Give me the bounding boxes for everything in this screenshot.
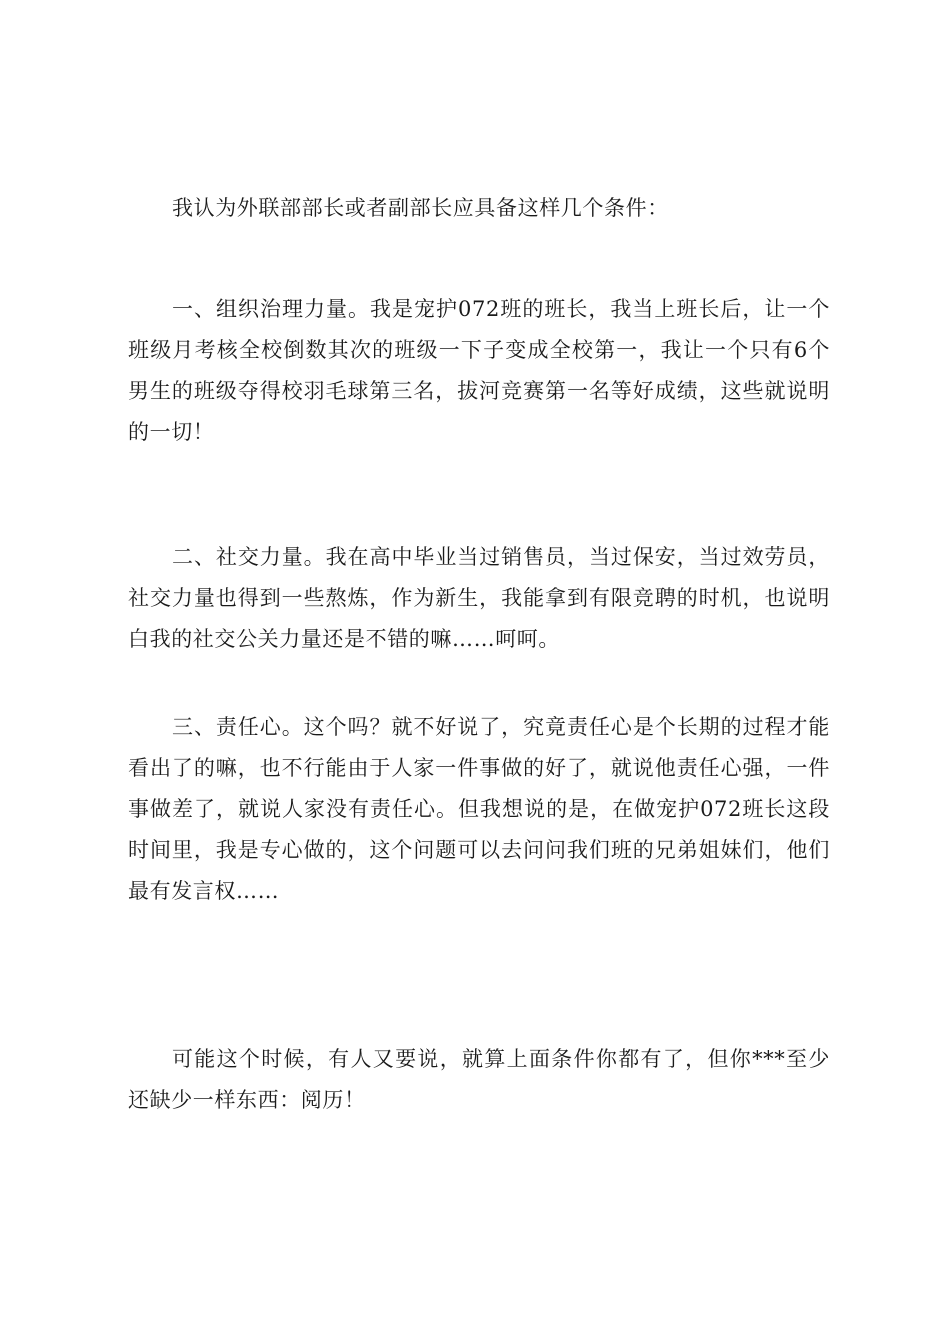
condition-social-paragraph: 二、社交力量。我在高中毕业当过销售员，当过保安，当过效劳员，社交力量也得到一些熬炼，作为新生，我能拿到有限竞聘的时机，也说明白我的社交公关力量还是不错的嘛……呵呵。 xyxy=(128,545,830,651)
intro-paragraph: 我认为外联部部长或者副部长应具备这样几个条件： xyxy=(172,196,669,220)
condition-responsibility-paragraph: 三、责任心。这个吗？就不好说了，究竟责任心是个长期的过程才能看出了的嘛，也不行能由于人家一件事做的好了，就说他责任心强，一件事做差了，就说人家没有责任心。但我想说的是，在做宠护072班长这段时间里，我是专心做的，这个问题可以去问问我们班的兄弟姐妹们，他们最有发言权…… xyxy=(128,715,830,903)
condition-organization-paragraph: 一、组织治理力量。我是宠护072班的班长，我当上班长后，让一个班级月考核全校倒数其次的班级一下子变成全校第一，我让一个只有6个男生的班级夺得校羽毛球第三名，拔河竞赛第一名等好成绩，这些就说明的一切！ xyxy=(128,297,830,444)
closing-paragraph: 可能这个时候，有人又要说，就算上面条件你都有了，但你***至少还缺少一样东西：阅历！ xyxy=(128,1047,830,1112)
